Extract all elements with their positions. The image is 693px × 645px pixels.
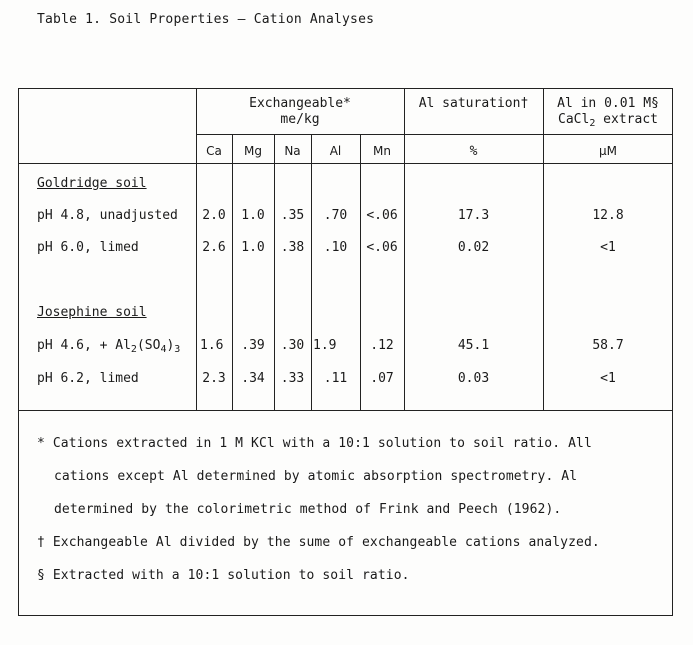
col-divider-na — [311, 134, 312, 410]
footnote-star-line1: * Cations extracted in 1 M KCl with a 10:1 solution to soil ratio. All — [37, 436, 592, 451]
al-saturation-header: Al saturation† — [418, 96, 529, 111]
table-title: Table 1. Soil Properties – Cation Analyses — [37, 12, 375, 27]
col-header-ca: Ca — [206, 144, 222, 158]
cell-extract: 12.8 — [592, 208, 624, 223]
cell-na: .38 — [280, 240, 305, 255]
cell-al: .10 — [323, 240, 348, 255]
col-header-mg: Mg — [244, 144, 262, 158]
cell-al: .70 — [323, 208, 348, 223]
col-divider-al — [360, 134, 361, 410]
col-header-al: Al — [329, 144, 342, 158]
cell-mg: .34 — [241, 371, 265, 386]
cell-al: 1.9 — [313, 338, 337, 353]
al-extract-header — [543, 96, 673, 132]
body-bottom-rule — [18, 410, 673, 411]
row-label: pH 6.2, limed — [37, 371, 139, 386]
cell-al: .11 — [323, 371, 348, 386]
exchangeable-header-line2: me/kg — [280, 112, 320, 127]
exchangeable-header-line1: Exchangeable* — [249, 96, 351, 111]
group-name-goldridge: Goldridge soil — [37, 176, 147, 191]
row-label: pH 6.0, limed — [37, 240, 139, 255]
footnote-star-line2: cations except Al determined by atomic absorption spectrometry. Al — [54, 469, 578, 484]
col-header-extract-unit: μM — [599, 144, 617, 158]
al-extract-header-line2: CaCl$_2$ extract — [558, 112, 658, 129]
row-label: pH 4.6, + $Al_2(SO_4)_3$ — [37, 338, 181, 355]
footnote-dagger: † Exchangeable Al divided by the sume of exchangeable cations analyzed. — [37, 535, 600, 550]
cell-mg: .39 — [241, 338, 265, 353]
col-divider-ca — [232, 134, 233, 410]
footnote-star-line3: determined by the colorimetric method of Frink and Peech (1962). — [54, 502, 562, 517]
cell-sat: 17.3 — [457, 208, 490, 223]
cell-mg: 1.0 — [241, 208, 265, 223]
col-divider-mg — [274, 134, 275, 410]
cell-ca: 2.0 — [202, 208, 226, 223]
cell-mn: .07 — [370, 371, 394, 386]
header-mid-rule — [196, 134, 673, 135]
cell-ca: 2.3 — [202, 371, 226, 386]
cell-extract: <1 — [600, 240, 616, 255]
cell-mn: .12 — [370, 338, 394, 353]
row-label: pH 4.8, unadjusted — [37, 208, 178, 223]
col-header-mn: Mn — [373, 144, 391, 158]
col-header-sat-unit: % — [469, 144, 478, 159]
cell-ca: 1.6 — [200, 338, 224, 353]
col-header-na: Na — [284, 144, 301, 158]
cell-extract: 58.7 — [592, 338, 624, 353]
cell-na: .33 — [280, 371, 305, 386]
exchangeable-header — [196, 96, 404, 128]
cell-na: .35 — [280, 208, 305, 223]
cell-mg: 1.0 — [241, 240, 265, 255]
cell-extract: <1 — [600, 371, 616, 386]
group-name-josephine: Josephine soil — [37, 305, 147, 320]
cell-na: .30 — [280, 338, 305, 353]
footnote-section: § Extracted with a 10:1 solution to soil ratio. — [37, 568, 410, 583]
cell-sat: 0.03 — [457, 371, 490, 386]
cell-sat: 0.02 — [457, 240, 490, 255]
cell-sat: 45.1 — [457, 338, 490, 353]
cell-ca: 2.6 — [202, 240, 226, 255]
header-bottom-rule — [18, 163, 673, 164]
al-extract-header-line1: Al in 0.01 M§ — [557, 96, 659, 111]
cell-mn: <.06 — [366, 240, 398, 255]
cell-mn: <.06 — [366, 208, 398, 223]
